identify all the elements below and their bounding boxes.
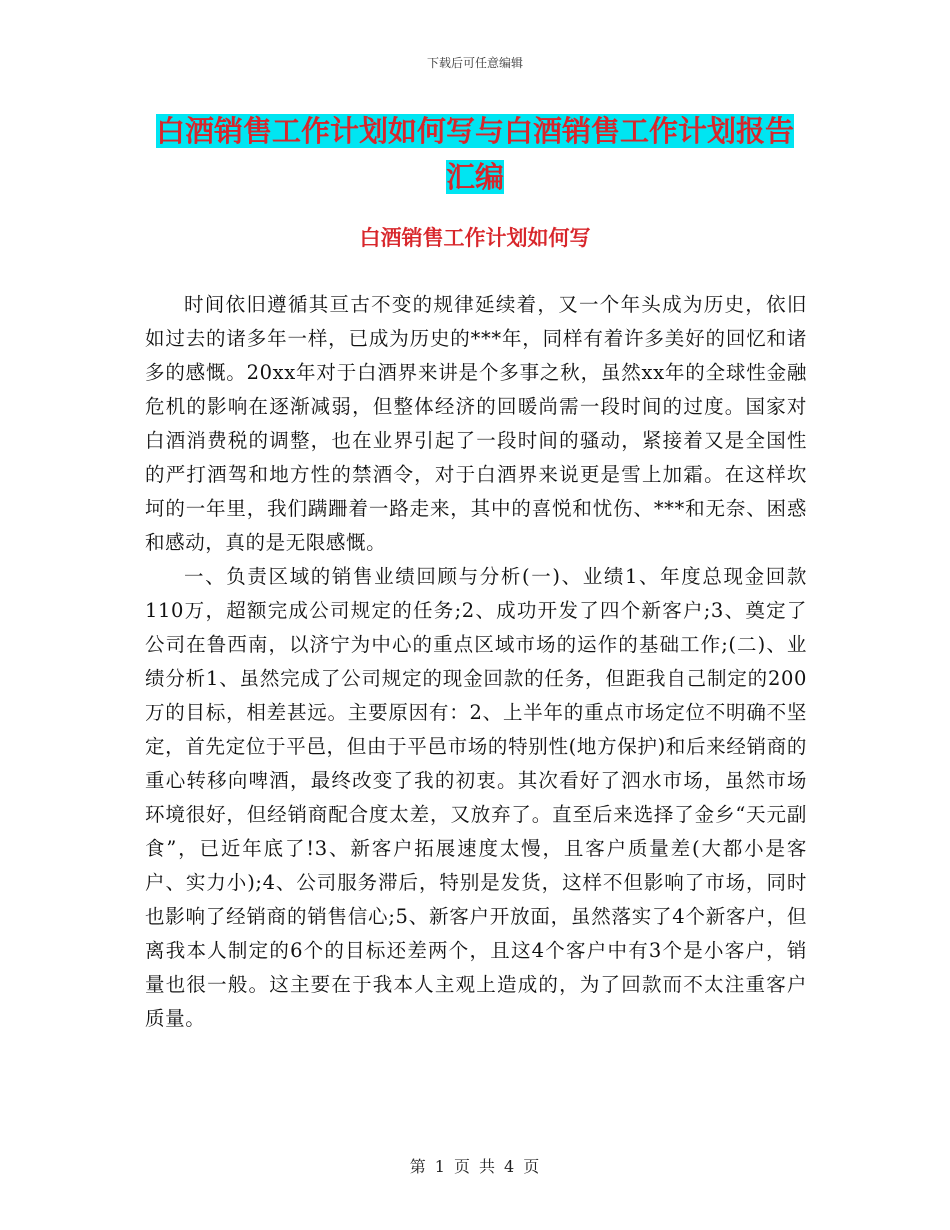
page-footer [0, 1154, 950, 1177]
section-title: 白酒销售工作计划如何写 [359, 226, 591, 250]
paragraph-intro: 时间依旧遵循其亘古不变的规律延续着，又一个年头成为历史，依旧如过去的诸多年一样，已成为历史的***年，同样有着许多美好的回忆和诸多的感慨。20xx年对于白酒界来讲是个多事之秋，虽然xx年的全球性金融危机的影响在逐渐减弱，但整体经济的回暖尚需一段时间的过度。国家对白酒消费税的调整，也在业界引起了一段时间的骚动，紧接着又是全国性的严打酒驾和地方性的禁酒令，对于白酒界来说更是雪上加霜。在这样坎坷的一年里，我们蹒跚着一路走来，其中的喜悦和忧伤、***和无奈、困惑和感动，真的是无限感慨。 [145, 293, 807, 554]
header-note: 下载后可任意编辑 [426, 56, 523, 70]
document-body [145, 288, 807, 1036]
current-page-number: 1 [434, 1157, 446, 1176]
footer-total-label: 共 [479, 1157, 497, 1176]
footer-prefix: 第 [409, 1157, 427, 1176]
footer-suffix: 页 [523, 1157, 541, 1176]
document-title-highlight: 白酒销售工作计划如何写与白酒销售工作计划报告汇编 [155, 114, 794, 194]
total-pages-number: 4 [504, 1157, 516, 1176]
paragraph-performance-review: 一、负责区域的销售业绩回顾与分析(一)、业绩1、年度总现金回款110万，超额完成公司规定的任务;2、成功开发了四个新客户;3、奠定了公司在鲁西南，以济宁为中心的重点区域市场的运作的基础工作;(二)、业绩分析1、虽然完成了公司规定的现金回款的任务，但距我自己制定的200万的目标，相差甚远。主要原因有：2、上半年的重点市场定位不明确不坚定，首先定位于平邑，但由于平邑市场的特别性(地方保护)和后来经销商的重心转移向啤酒，最终改变了我的初衷。其次看好了泗水市场，虽然市场环境很好，但经销商配合度太差，又放弃了。直至后来选择了金乡“天元副食”，已近年底了!3、新客户拓展速度太慢，且客户质量差(大都小是客户、实力小);4、公司服务滞后，特别是发货，这样不但影响了市场，同时也影响了经销商的销售信心;5、新客户开放面，虽然落实了4个新客户，但离我本人制定的6个的目标还差两个，且这4个客户中有3个是小客户，销量也很一般。这主要在于我本人主观上造成的，为了回款而不太注重客户质量。 [145, 565, 807, 1030]
document-title [145, 108, 805, 200]
footer-page-label: 页 [453, 1157, 471, 1176]
